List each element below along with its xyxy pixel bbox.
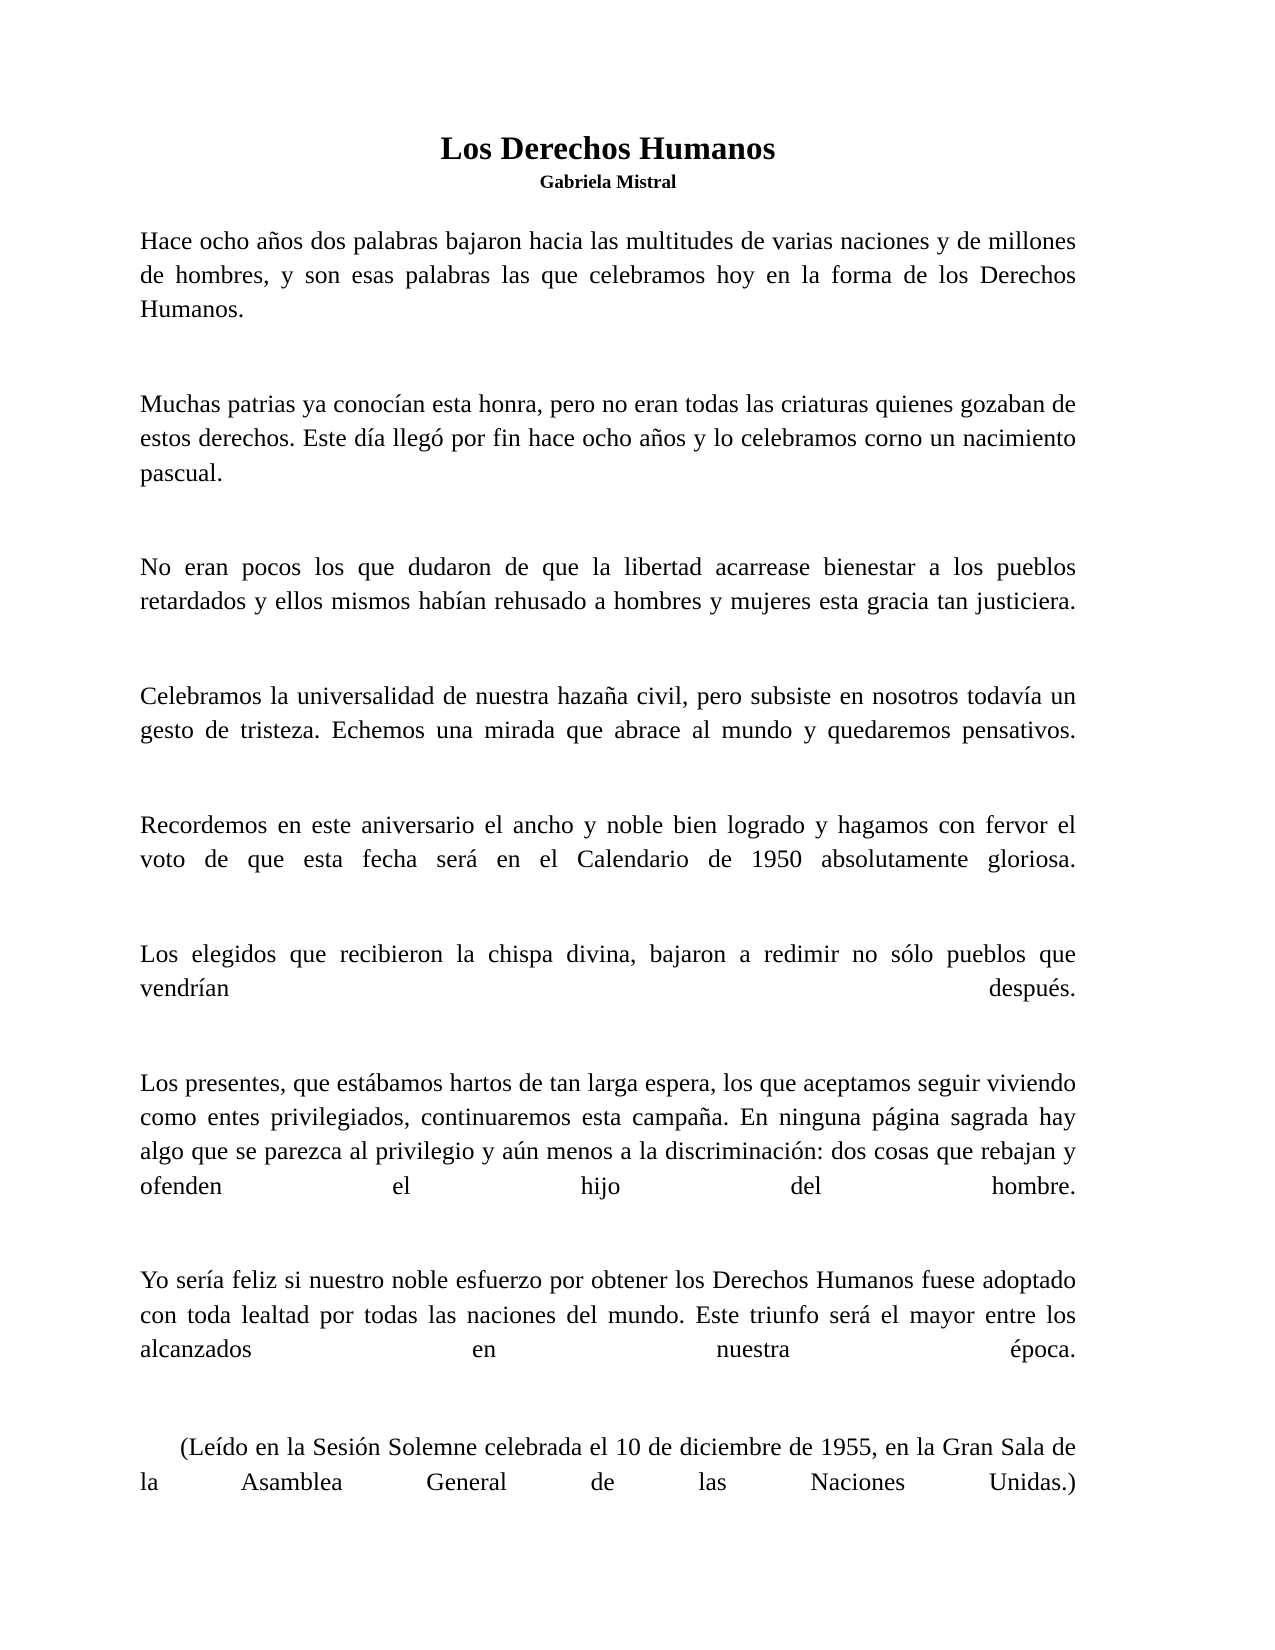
closing-note: (Leído en la Sesión Solemne celebrada el 10 de diciembre de 1955, en la Gran Sala de la Asamblea General de las Naciones Unidas.)	[140, 1432, 1076, 1496]
author-byline: Gabriela Mistral	[539, 171, 677, 193]
paragraph: Hace ocho años dos palabras bajaron hacia las multitudes de varias naciones y de millones de hombres, y son esas palabras las que celebramos hoy en la forma de los Derechos Humanos.	[140, 225, 1076, 324]
paragraph: Los elegidos que recibieron la chispa divina, bajaron a redimir no sólo pueblos que vendrían después.	[140, 938, 1076, 1003]
paragraph: Yo sería feliz si nuestro noble esfuerzo por obtener los Derechos Humanos fuese adoptado con toda lealtad por todas las naciones del mundo. Este triunfo será el mayor entre los alcanzados en nuestra época.	[140, 1265, 1076, 1363]
paragraph: No eran pocos los que dudaron de que la libertad acarrease bienestar a los pueblos retardados y ellos mismos habían rehusado a hombres y mujeres esta gracia tan justiciera.	[140, 552, 1076, 616]
paragraph: Muchas patrias ya conocían esta honra, pero no eran todas las criaturas quienes gozaban de estos derechos. Este día llegó por fin hace ocho años y lo celebramos corno un nacimiento pascual.	[140, 388, 1076, 487]
page-title: Los Derechos Humanos	[440, 131, 776, 167]
body-text	[140, 224, 1076, 1534]
paragraph: Recordemos en este aniversario el ancho y noble bien logrado y hagamos con fervor el voto de que esta fecha será en el Calendario de 1950 absolutamente gloriosa.	[140, 809, 1076, 874]
paragraph: Los presentes, que estábamos hartos de tan larga espera, los que aceptamos seguir viviendo como entes privilegiados, continuaremos esta campaña. En ninguna página sagrada hay algo que se parezca al privilegio y aún menos a la discriminación: dos cosas que rebajan y ofenden el hijo del hombre.	[140, 1067, 1076, 1200]
document-content	[140, 131, 1076, 1533]
paragraph: Celebramos la universalidad de nuestra hazaña civil, pero subsiste en nosotros todavía un gesto de tristeza. Echemos una mirada que abrace al mundo y quedaremos pensativos.	[140, 681, 1076, 745]
